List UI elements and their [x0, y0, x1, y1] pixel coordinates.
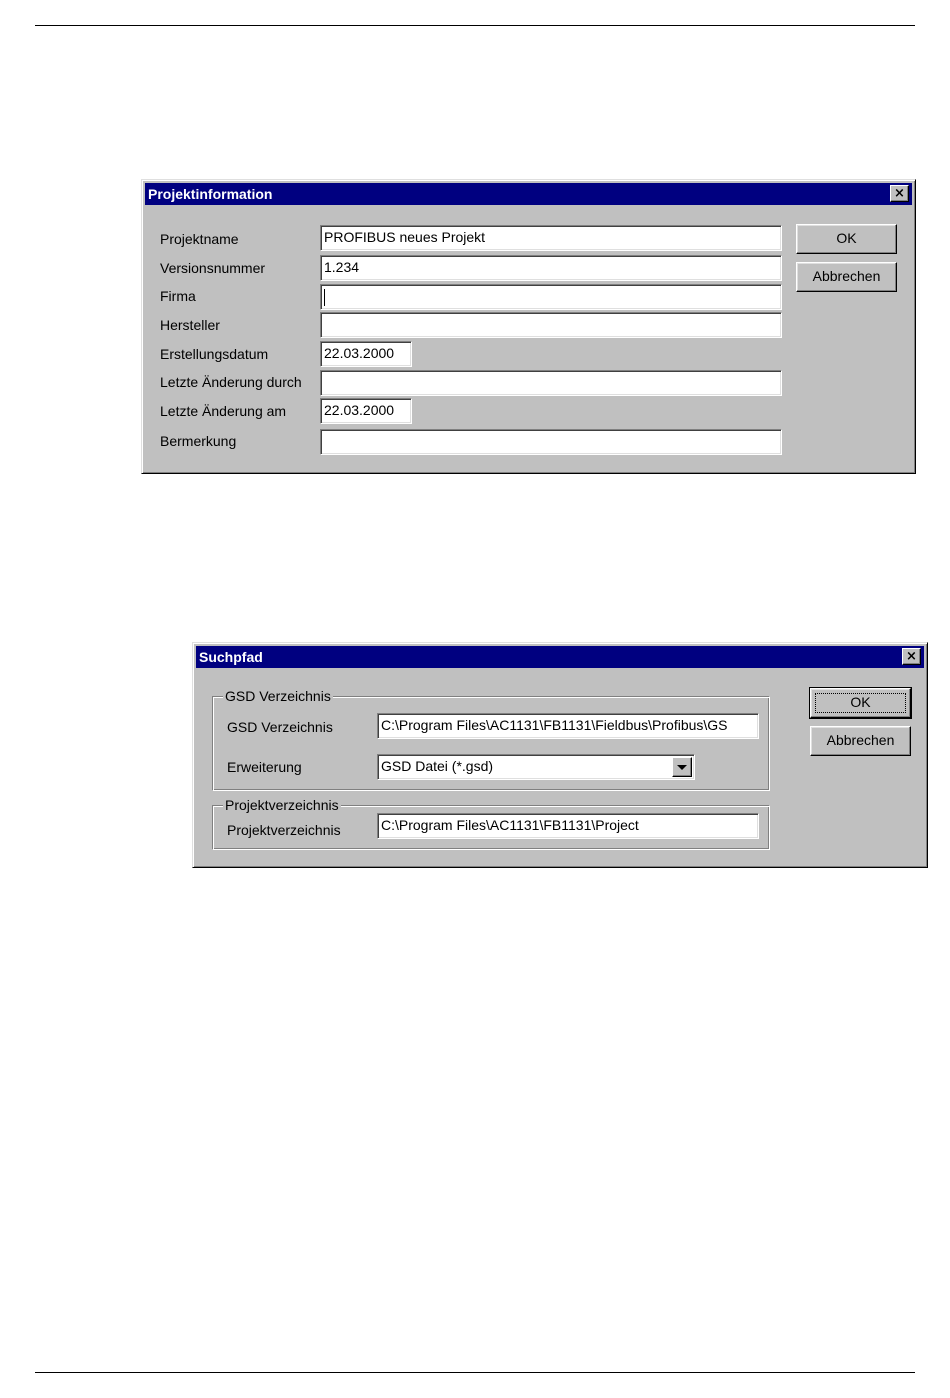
erweiterung-value: GSD Datei (*.gsd)	[381, 758, 494, 774]
versionsnummer-label: Versionsnummer	[160, 260, 266, 276]
projektverzeichnis-field[interactable]: C:\Program Files\AC1131\FB1131\Project	[377, 813, 759, 839]
ok-button[interactable]: OK	[796, 224, 897, 254]
projektname-label: Projektname	[160, 231, 239, 247]
close-icon[interactable]: ×	[902, 648, 921, 665]
ok-button[interactable]	[810, 688, 911, 718]
suchpfad-titlebar[interactable]	[196, 646, 924, 668]
cancel-button[interactable]: Abbrechen	[810, 726, 911, 756]
erweiterung-select[interactable]	[377, 754, 695, 780]
firma-field[interactable]	[320, 284, 782, 310]
erweiterung-label: Erweiterung	[227, 759, 302, 775]
erstellungsdatum-label: Erstellungsdatum	[160, 346, 269, 362]
letzte-aenderung-am-field[interactable]: 22.03.2000	[320, 398, 412, 424]
letzte-aenderung-durch-label: Letzte Änderung durch	[160, 374, 302, 390]
chevron-down-icon[interactable]	[672, 757, 692, 777]
cancel-button[interactable]: Abbrechen	[796, 262, 897, 292]
hersteller-label: Hersteller	[160, 317, 220, 333]
projektinformation-dialog	[141, 179, 916, 474]
letzte-aenderung-am-label: Letzte Änderung am	[160, 403, 287, 419]
versionsnummer-field[interactable]: 1.234	[320, 255, 782, 281]
dialog-title: Projektinformation	[148, 186, 273, 202]
gsd-verzeichnis-label: GSD Verzeichnis	[227, 719, 333, 735]
dialog-title: Suchpfad	[199, 649, 263, 665]
firma-label: Firma	[160, 288, 196, 304]
group-title: Projektverzeichnis	[225, 797, 339, 813]
page-top-rule	[35, 25, 915, 26]
focus-rect	[815, 693, 906, 713]
erstellungsdatum-field[interactable]: 22.03.2000	[320, 341, 412, 367]
page-bottom-rule	[35, 1372, 915, 1373]
projektinformation-titlebar[interactable]	[145, 183, 912, 205]
suchpfad-dialog	[192, 642, 928, 868]
close-icon[interactable]: ×	[890, 185, 909, 202]
projektname-field[interactable]: PROFIBUS neues Projekt	[320, 225, 782, 251]
ok-label: OK	[850, 694, 871, 710]
projektverzeichnis-label: Projektverzeichnis	[227, 822, 341, 838]
letzte-aenderung-durch-field[interactable]	[320, 370, 782, 396]
bemerkung-field[interactable]	[320, 429, 782, 455]
gsd-verzeichnis-field[interactable]: C:\Program Files\AC1131\FB1131\Fieldbus\Profibus\GS	[377, 713, 759, 739]
text-caret	[324, 289, 325, 306]
group-title: GSD Verzeichnis	[225, 688, 331, 704]
bemerkung-label: Bermerkung	[160, 433, 237, 449]
hersteller-field[interactable]	[320, 312, 782, 338]
